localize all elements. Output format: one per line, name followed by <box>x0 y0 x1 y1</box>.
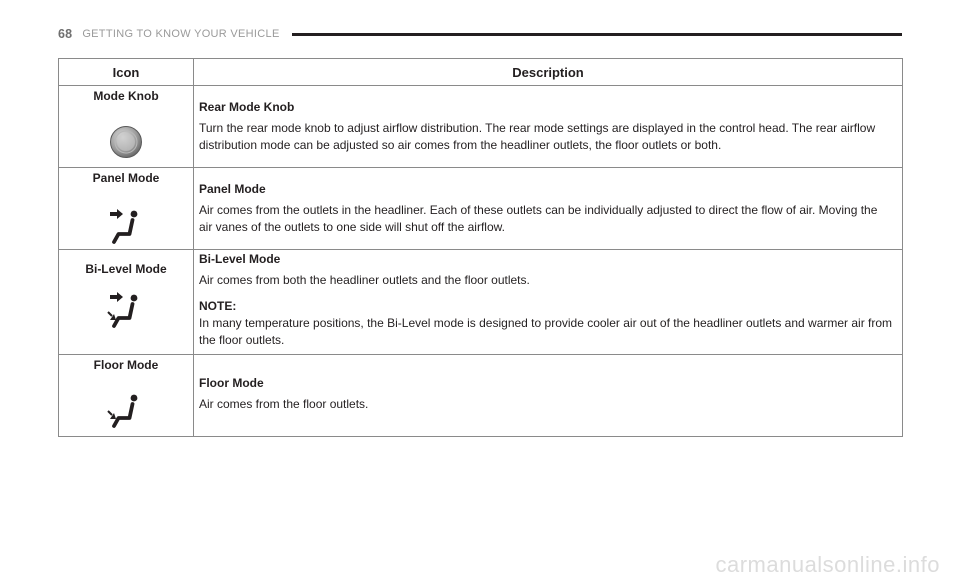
icon-name: Floor Mode <box>93 358 159 372</box>
icon-cell <box>59 355 194 437</box>
bi-level-mode-icon <box>106 287 146 331</box>
description-column-header: Description <box>194 59 903 86</box>
panel-mode-icon <box>106 202 146 246</box>
icon-name: Bi-Level Mode <box>85 262 167 276</box>
description-cell <box>194 86 903 168</box>
table-row <box>59 168 903 250</box>
icon-cell <box>59 86 194 168</box>
mode-knob-icon <box>106 122 146 162</box>
description-cell <box>194 250 903 355</box>
section-title: GETTING TO KNOW YOUR VEHICLE <box>82 28 280 40</box>
floor-mode-icon <box>106 387 146 431</box>
row-title: Panel Mode <box>199 182 266 196</box>
row-text: Air comes from the floor outlets. <box>199 397 369 411</box>
page-number: 68 <box>58 27 73 41</box>
watermark: carmanualsonline.info <box>715 552 940 577</box>
row-text: Turn the rear mode knob to adjust airflow distribution. The rear mode settings are displayed in the control head. The rear airflow distribution mode can be adjusted so air comes from the headliner outlets, the floor outlets or both. <box>199 121 876 152</box>
icon-cell <box>59 168 194 250</box>
page-header <box>58 26 902 42</box>
icon-column-header: Icon <box>59 59 194 86</box>
table-header-row <box>59 59 903 86</box>
header-rule <box>292 33 902 36</box>
hvac-mode-table <box>58 58 903 437</box>
note-label: NOTE: <box>199 299 237 313</box>
icon-name: Mode Knob <box>93 89 159 103</box>
icon-name: Panel Mode <box>92 171 160 185</box>
table-row <box>59 250 903 355</box>
row-title: Bi-Level Mode <box>199 252 281 266</box>
row-text: Air comes from both the headliner outlets and the floor outlets. <box>199 273 530 287</box>
description-cell <box>194 355 903 437</box>
note-text: In many temperature positions, the Bi-Level mode is designed to provide cooler air out of the headliner outlets and warmer air from the floor outlets. <box>199 316 893 347</box>
row-text: Air comes from the outlets in the headliner. Each of these outlets can be individually adjusted to direct the flow of air. Moving the air vanes of the outlets to one side will shut off the airflow. <box>199 203 878 234</box>
row-title: Rear Mode Knob <box>199 100 295 114</box>
table-row <box>59 355 903 437</box>
icon-cell <box>59 250 194 355</box>
row-title: Floor Mode <box>199 376 264 390</box>
description-cell <box>194 168 903 250</box>
table-row <box>59 86 903 168</box>
